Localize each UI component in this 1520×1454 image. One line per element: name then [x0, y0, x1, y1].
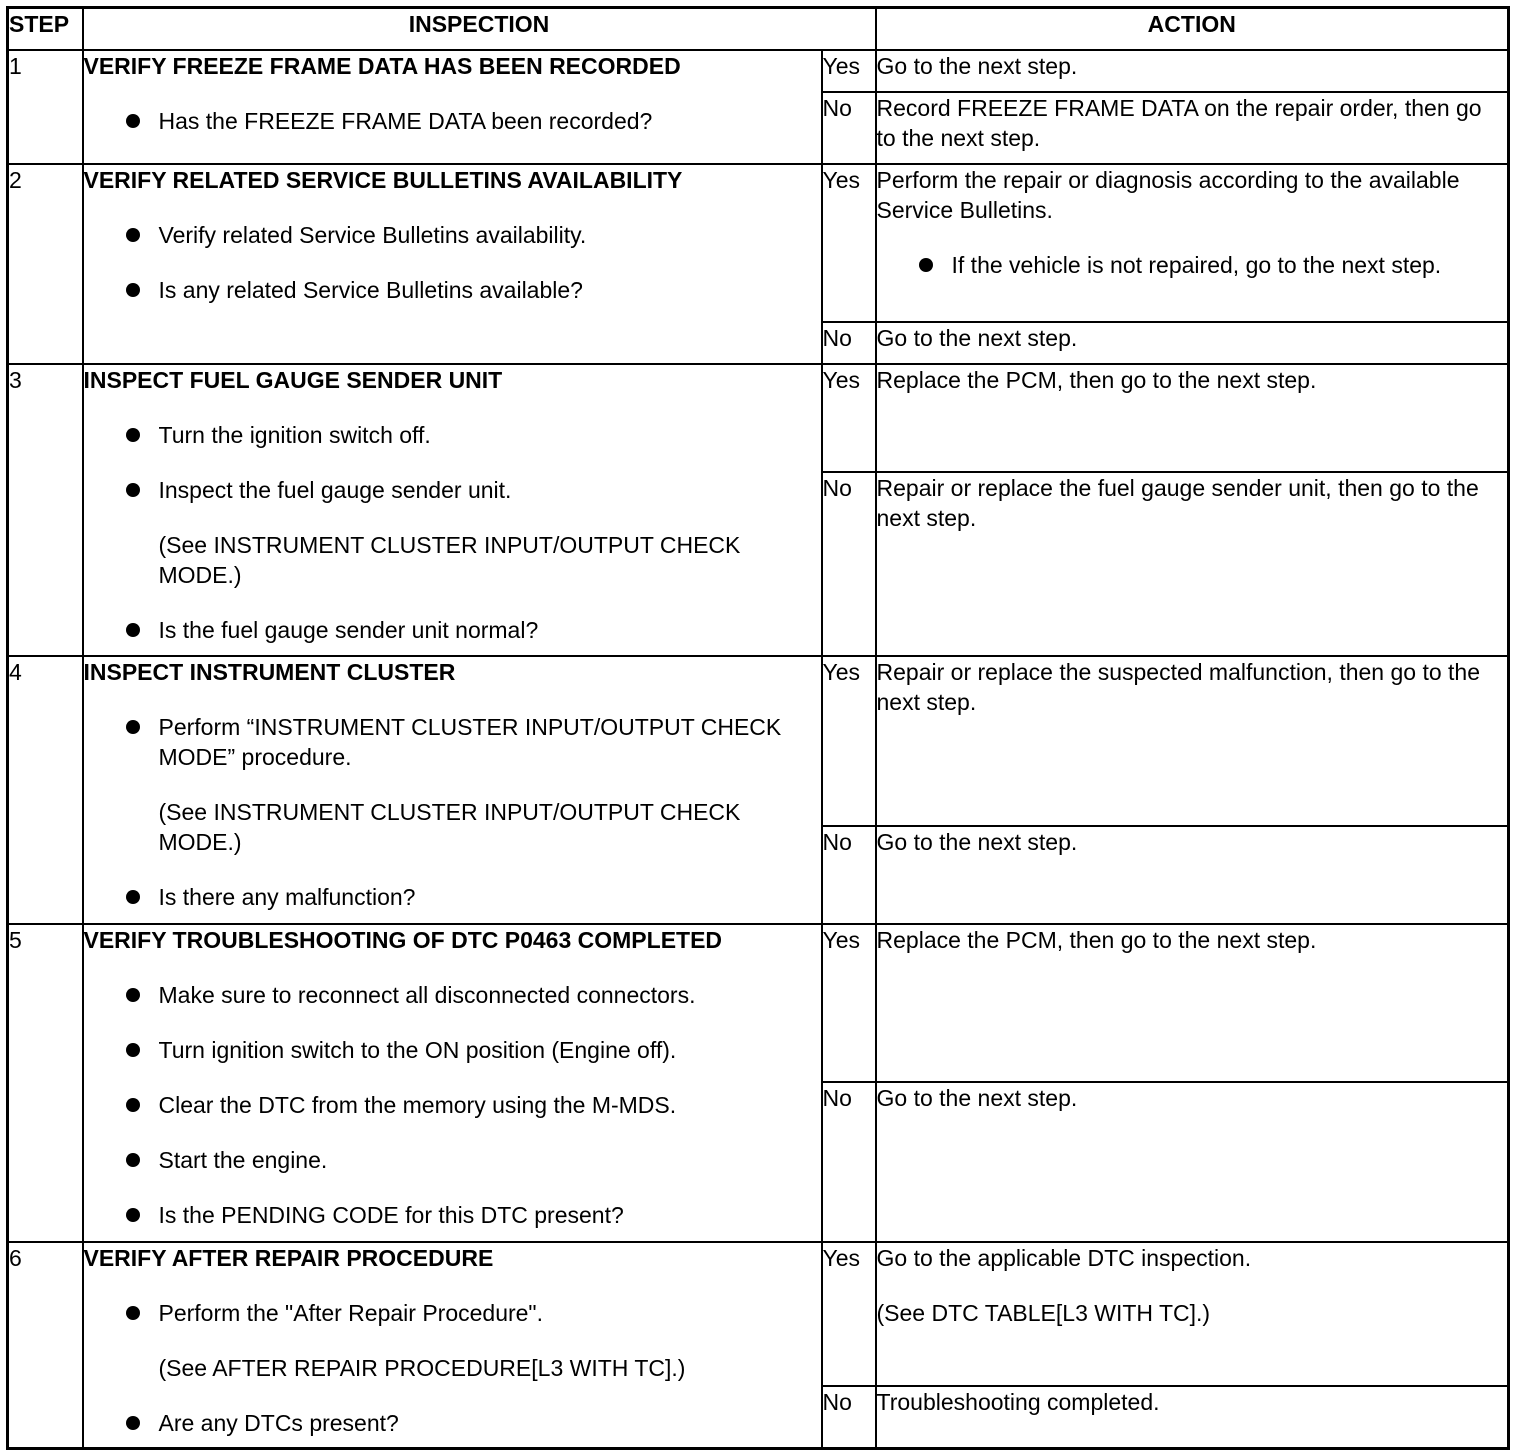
bullet-icon [126, 483, 140, 497]
no-action: Troubleshooting completed. [876, 1386, 1509, 1448]
bullet-icon [126, 988, 140, 1002]
inspection-item: Turn ignition switch to the ON position (Engine off). [84, 1035, 821, 1065]
bullet-icon [126, 228, 140, 242]
no-label: No [822, 322, 876, 364]
step-number: 2 [8, 164, 83, 364]
yes-label: Yes [822, 364, 876, 472]
header-action: ACTION [876, 8, 1509, 51]
no-action: Repair or replace the fuel gauge sender unit, then go to the next step. [876, 472, 1509, 656]
step-number: 3 [8, 364, 83, 656]
bullet-icon [126, 283, 140, 297]
step-6-yes-row [8, 1242, 1509, 1386]
yes-label: Yes [822, 1242, 876, 1386]
header-step: STEP [8, 8, 83, 51]
inspection-item: Has the FREEZE FRAME DATA been recorded? [84, 106, 821, 136]
bullet-icon [126, 720, 140, 734]
bullet-icon [126, 114, 140, 128]
inspection-item: Perform “INSTRUMENT CLUSTER INPUT/OUTPUT CHECK MODE” procedure. [84, 712, 821, 772]
yes-label: Yes [822, 50, 876, 92]
inspection-item: Are any DTCs present? [84, 1408, 821, 1438]
inspection-item: Is the fuel gauge sender unit normal? [84, 615, 821, 645]
inspection-note: (See INSTRUMENT CLUSTER INPUT/OUTPUT CHECK MODE.) [158, 532, 741, 588]
step-4-yes-row [8, 656, 1509, 826]
no-label: No [822, 1082, 876, 1242]
bullet-icon [126, 623, 140, 637]
bullet-icon [126, 1416, 140, 1430]
inspection-title: VERIFY TROUBLESHOOTING OF DTC P0463 COMPLETED [83, 927, 723, 953]
bullet-icon [126, 1306, 140, 1320]
inspection-title: VERIFY FREEZE FRAME DATA HAS BEEN RECORDED [83, 53, 681, 79]
no-action: Go to the next step. [876, 1082, 1509, 1242]
bullet-icon [126, 890, 140, 904]
no-label: No [822, 92, 876, 164]
yes-action: Go to the applicable DTC inspection. (See DTC TABLE[L3 WITH TC].) [876, 1242, 1509, 1386]
inspection-cell [83, 656, 822, 924]
bullet-icon [126, 1043, 140, 1057]
step-2-yes-row [8, 164, 1509, 322]
bullet-icon [919, 258, 933, 272]
step-number: 5 [8, 924, 83, 1242]
action-bullet: If the vehicle is not repaired, go to the next step. [877, 250, 1508, 280]
header-row [8, 8, 1509, 51]
inspection-title: INSPECT FUEL GAUGE SENDER UNIT [83, 367, 503, 393]
inspection-item: Is any related Service Bulletins available? [84, 275, 821, 305]
bullet-icon [126, 428, 140, 442]
inspection-title: INSPECT INSTRUMENT CLUSTER [83, 659, 456, 685]
step-1-yes-row [8, 50, 1509, 92]
bullet-icon [126, 1153, 140, 1167]
no-action: Go to the next step. [876, 322, 1509, 364]
inspection-item: Perform the "After Repair Procedure". [84, 1298, 821, 1328]
step-number: 4 [8, 656, 83, 924]
no-label: No [822, 472, 876, 656]
inspection-cell [83, 50, 822, 164]
inspection-title: VERIFY RELATED SERVICE BULLETINS AVAILABILITY [83, 167, 683, 193]
inspection-item: Make sure to reconnect all disconnected connectors. [84, 980, 821, 1010]
bullet-icon [126, 1208, 140, 1222]
yes-label: Yes [822, 164, 876, 322]
no-action: Go to the next step. [876, 826, 1509, 924]
inspection-item: Verify related Service Bulletins availability. [84, 220, 821, 250]
step-3-yes-row [8, 364, 1509, 472]
yes-label: Yes [822, 656, 876, 826]
inspection-cell [83, 1242, 822, 1448]
yes-action: Perform the repair or diagnosis according to the available Service Bulletins. If the vehicle is not repaired, go to the next step. [876, 164, 1509, 322]
no-action: Record FREEZE FRAME DATA on the repair order, then go to the next step. [876, 92, 1509, 164]
no-label: No [822, 1386, 876, 1448]
yes-action: Replace the PCM, then go to the next step. [876, 924, 1509, 1082]
step-5-yes-row [8, 924, 1509, 1082]
inspection-cell [83, 364, 822, 656]
inspection-cell [83, 164, 822, 364]
inspection-cell [83, 924, 822, 1242]
inspection-item: Clear the DTC from the memory using the M-MDS. [84, 1090, 821, 1120]
no-label: No [822, 826, 876, 924]
inspection-item: Inspect the fuel gauge sender unit. [84, 475, 821, 505]
inspection-item: Is there any malfunction? [84, 882, 821, 912]
yes-action: Replace the PCM, then go to the next step. [876, 364, 1509, 472]
step-number: 1 [8, 50, 83, 164]
inspection-note: (See AFTER REPAIR PROCEDURE[L3 WITH TC].) [158, 1355, 686, 1381]
yes-action: Repair or replace the suspected malfunction, then go to the next step. [876, 656, 1509, 826]
yes-action: Go to the next step. [876, 50, 1509, 92]
bullet-icon [126, 1098, 140, 1112]
inspection-title: VERIFY AFTER REPAIR PROCEDURE [83, 1245, 494, 1271]
step-number: 6 [8, 1242, 83, 1448]
inspection-note: (See INSTRUMENT CLUSTER INPUT/OUTPUT CHECK MODE.) [158, 799, 741, 855]
inspection-item: Turn the ignition switch off. [84, 420, 821, 450]
yes-label: Yes [822, 924, 876, 1082]
inspection-item: Is the PENDING CODE for this DTC present? [84, 1200, 821, 1230]
action-note: (See DTC TABLE[L3 WITH TC].) [876, 1300, 1211, 1326]
inspection-item: Start the engine. [84, 1145, 821, 1175]
diagnostic-table [6, 6, 1510, 1450]
header-inspection: INSPECTION [83, 8, 876, 51]
